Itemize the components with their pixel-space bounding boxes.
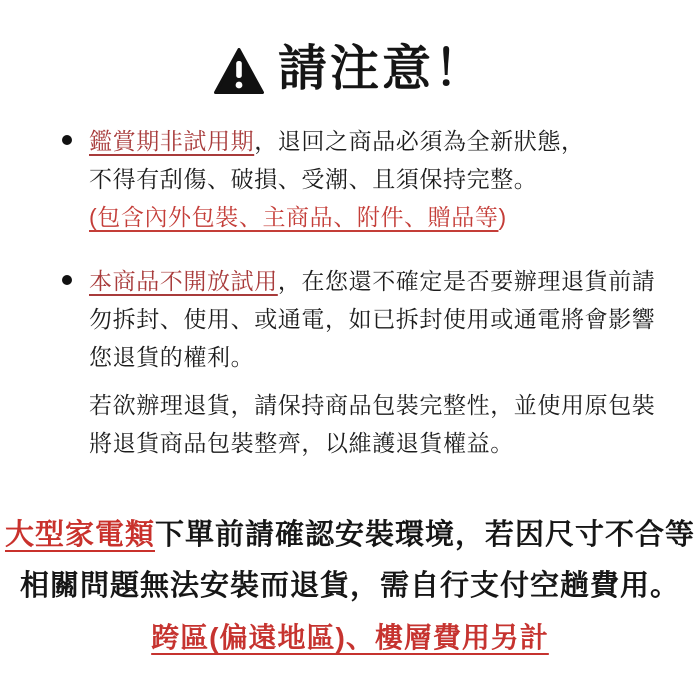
- notice-line: [89, 262, 655, 300]
- large-appliance-notice: [0, 510, 700, 664]
- notice-line-text: ，退回之商品必須為全新狀態，: [254, 128, 585, 154]
- list-item-no-trial: [62, 262, 656, 462]
- paren-close: ): [498, 204, 507, 230]
- highlight-extra-fees: 跨區(偏遠地區)、樓層費用另計: [151, 622, 549, 653]
- return-packaging-note: 若欲辦理退貨，請保持商品包裝完整性，並使用原包裝: [89, 392, 656, 418]
- notice-list: [0, 122, 700, 462]
- warning-triangle-icon: [214, 48, 264, 94]
- footer-line-text: 下單前請確認安裝環境，若因尺寸不合等: [155, 519, 696, 551]
- notice-line: [89, 122, 585, 160]
- footer-line: 相關問題無法安裝而退貨，需自行支付空趟費用。: [19, 570, 680, 602]
- notice-line: 勿拆封、使用、或通電，如已拆封使用或通電將會影響: [89, 306, 656, 332]
- notice-line: [89, 198, 585, 236]
- highlight-no-trial: 本商品不開放試用: [89, 268, 278, 294]
- notice-line: 您退貨的權利。: [89, 344, 255, 370]
- ring-bullet-icon: [62, 135, 72, 145]
- footer-line: [0, 612, 700, 664]
- list-item-content: [89, 122, 585, 236]
- list-item-appreciation-period: [62, 122, 656, 236]
- ring-bullet-icon: [62, 275, 72, 285]
- notice-line-text: ，在您還不確定是否要辦理退貨前請: [277, 268, 656, 294]
- highlight-large-appliance: 大型家電類: [4, 519, 155, 551]
- return-packaging-note: 將退貨商品包裝整齊，以維護退貨權益。: [89, 430, 514, 456]
- page-title-text: 請注意！: [277, 41, 486, 96]
- footer-line: [0, 510, 700, 561]
- highlight-included-items: (包含內外包裝、主商品、附件、贈品等: [89, 204, 499, 230]
- highlight-appreciation-period: 鑑賞期非試用期: [89, 128, 255, 154]
- page-title: [0, 0, 700, 94]
- list-item-content: [89, 262, 655, 462]
- notice-line: 不得有刮傷、破損、受潮、且須保持完整。: [89, 166, 538, 192]
